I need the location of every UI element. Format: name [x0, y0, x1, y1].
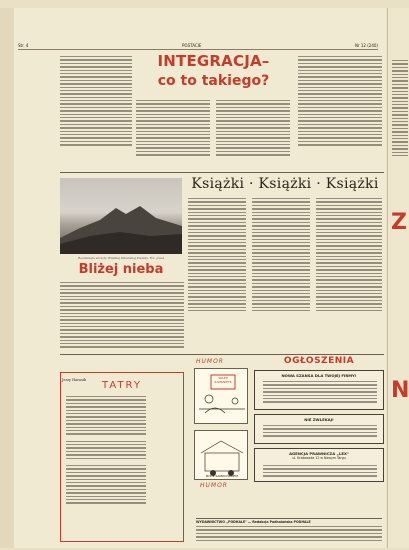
article-column-3	[216, 100, 290, 158]
humor-label-top: HUMOR	[196, 358, 224, 365]
mountain-photo	[60, 178, 182, 254]
article-blizej-body	[60, 282, 184, 350]
footer-imprint	[196, 526, 382, 543]
cartoon-sign: SKLEP ZAMKNIĘTE	[214, 376, 232, 384]
ad-1-title: NOWA SZANSA DLA TWOJEJ FIRMY!	[281, 373, 357, 378]
next-page-red-headline-2: N	[391, 378, 409, 403]
poem-title: TATRY	[102, 380, 142, 391]
poem-author: Jerzy Harasib	[62, 378, 87, 382]
humor-cartoon-1	[194, 368, 248, 424]
article-title: INTEGRACJA–	[157, 52, 270, 70]
next-page-red-headline-1: Z	[391, 210, 407, 235]
books-column-3	[316, 198, 382, 313]
footer-publisher: WYDAWNICTWO „PODHALE" — Redakcja Podhalańska PODHALE	[196, 520, 311, 524]
ad-box-2	[254, 414, 384, 444]
article-column-2	[136, 100, 210, 158]
footer-divider	[196, 518, 382, 519]
books-column-2	[252, 198, 310, 313]
poem-body	[66, 396, 146, 506]
ad-3-subtitle: ul. Krakowska 12 w Nowym Targu	[292, 456, 346, 460]
article-subtitle: co to takiego?	[157, 72, 270, 89]
article-column-4	[298, 56, 382, 148]
ad-box-1	[254, 370, 384, 410]
page-left-edge	[0, 8, 14, 548]
issue-number: Nr 12 (240)	[354, 43, 378, 48]
section-divider	[60, 172, 384, 173]
cartoon-caption: BYŁ Z SAMOCHODEM	[206, 474, 238, 478]
ad-3-title: AGENCJA PRAWNICZA „LEX"	[289, 451, 349, 456]
page-number: Str. 4	[18, 43, 29, 48]
article-integracja-headline	[136, 53, 291, 89]
ad-2-title: NIE ZWLEKAJ!	[304, 417, 334, 422]
ad-box-3	[254, 448, 384, 482]
section-divider-2	[60, 354, 384, 355]
ads-section-title: OGŁOSZENIA	[283, 356, 355, 366]
article-blizej-title: Bliżej nieba	[78, 262, 164, 277]
next-page-text	[392, 60, 408, 158]
photo-caption: Rozwinięte szczyty Wielkiej Kiburanej Pieniny. Fot. Józef	[78, 256, 164, 260]
page-header	[18, 42, 378, 50]
humor-label-bottom: HUMOR	[200, 482, 228, 489]
article-left-column	[60, 56, 132, 148]
humor-cartoon-2	[194, 430, 248, 480]
books-section-title: Książki · Książki · Książki	[191, 176, 379, 192]
newspaper-name: POSTACIE	[182, 43, 202, 48]
books-column-1	[188, 198, 246, 313]
